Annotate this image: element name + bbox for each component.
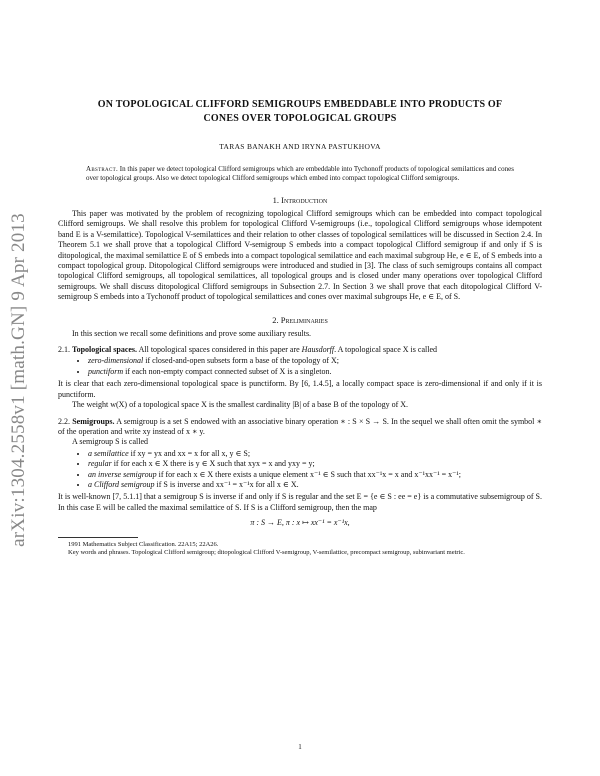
arxiv-stamp (8, 190, 30, 570)
section-1-paragraph: This paper was motivated by the problem of recognizing topological Clifford semigroups which can be embedded into compact topological Clifford semigroups. We shall resolve this problem for topological Clifford V-semigroups (i.e., topological Clifford semigroups whose idempotent band E is a V-semilattice). Topological V-semilattices and their relation to other classes of topological semilattices will be discussed in Section 2.4. In Theorem 5.1 we shall prove that a topological Clifford V-semigroup S embeds into a compact topological Clifford semigroup if and only if S is ditopological, the maximal semilattice E of S embeds into a compact topological semilattice and each maximal subgroup He, e ∈ E, of S embeds into a compact topological group. Ditopological Clifford semigroups were introduced and studied in [3]. The class of such semigroups contains all compact topological Clifford semigroups, all topological semilattices, all topological groups and is closed under many operations over topological Clifford semigroups. We shall discuss ditopological Clifford semigroups in Subsection 2.7. In Section 3 we shall prove that each ditopological Clifford V-semigroup S embeds into a Tychonoff product of topological semilattices and cones over maximal subgroups He, e ∈ E, of S. (58, 209, 543, 302)
term: zero-dimensional (88, 356, 144, 366)
term: regular (88, 459, 112, 469)
paper-title (58, 98, 542, 126)
subsection-2-1-text-b: . A topological space X is called (334, 345, 437, 355)
subsection-2-2-number: 2.2. (58, 416, 70, 426)
list-item (88, 459, 542, 469)
footnote-keywords: Key words and phrases. Topological Clifford semigroup; ditopological Clifford V-semigroup, V-semilattice, precompact semigroup, subinvariant metric. (68, 549, 465, 557)
footnote-rule (58, 537, 138, 538)
term: a Clifford semigroup (88, 479, 155, 489)
title-line-1: ON TOPOLOGICAL CLIFFORD SEMIGROUPS EMBEDDABLE INTO PRODUCTS OF (97, 99, 503, 110)
definition: if S is inverse and xx⁻¹ = x⁻¹x for all x ∈ X. (154, 479, 299, 489)
abstract-label: Abstract. (86, 165, 119, 173)
definition: if for each x ∈ X there is y ∈ X such that xyx = x and yxy = y; (111, 459, 315, 469)
subsection-2-1-after-1: It is clear that each zero-dimensional topological space is punctiform. By [6, 1.4.5], a locally compact space is zero-dimensional if and only if it is punctiform. (58, 379, 542, 399)
term: a semilattice (88, 448, 129, 458)
abstract-text: In this paper we detect topological Clifford semigroups which are embeddable into Tychonoff products of topological semilattices and cones over topological groups. Also we detect topological Clifford semigroups which embed into compact topological Clifford semigroups. (86, 165, 514, 182)
list-item (88, 367, 542, 377)
section-2-heading: 2. Preliminaries (272, 314, 328, 325)
subsection-2-2-after: It is well-known [7, 5.1.1] that a semigroup S is inverse if and only if S is regular and the set E = {e ∈ S : ee = e} is a commutative subsemigroup of S. In this case E will be called the maximal semilattice of S. If S is a Clifford semigroup, then the map (58, 492, 542, 512)
subsection-2-2-title: Semigroups. (72, 416, 115, 426)
authors: TARAS BANAKH AND IRYNA PASTUKHOVA (219, 142, 381, 151)
hausdorff-term: Hausdorff (301, 345, 335, 355)
definition: if closed-and-open subsets form a base of the topology of X; (143, 356, 339, 366)
list-item (88, 480, 542, 490)
subsection-2-1-title: Topological spaces. (72, 345, 138, 355)
footnote-msc: 1991 Mathematics Subject Classification. 22A15; 22A26. (68, 541, 219, 549)
section-1-heading: 1. Introduction (272, 195, 328, 205)
page-number: 1 (298, 743, 302, 751)
list-item (88, 470, 542, 480)
subsection-2-2 (58, 417, 542, 438)
subsection-2-1-number: 2.1. (58, 345, 70, 355)
section-2-intro: In this section we recall some definitions and prove some auxiliary results. (72, 328, 312, 338)
term: an inverse semigroup (88, 469, 157, 479)
definition: if each non-empty compact connected subset of X is a singleton. (123, 366, 332, 376)
list-item (88, 356, 542, 366)
arxiv-stamp-text: arXiv:1304.2558v1 [math.GN] 9 Apr 2013 (8, 213, 29, 547)
title-line-2: CONES OVER TOPOLOGICAL GROUPS (203, 113, 397, 124)
subsection-2-2-text: A semigroup is a set S endowed with an associative binary operation ∗ : S × S → S. In the sequel we shall often omit the symbol ∗ of the operation and write xy instead of x ∗ y. (58, 416, 543, 436)
subsection-2-1 (58, 345, 542, 355)
definition: if for each x ∈ X there exists a unique element x⁻¹ ∈ S such that xx⁻¹x = x and x⁻¹xx⁻¹ = x⁻¹; (156, 469, 461, 479)
semigroup-definitions-list (58, 449, 542, 491)
paper-page (58, 90, 542, 558)
subsection-2-1-after-2: The weight w(X) of a topological space X is the smallest cardinality |B| of a base B of the topology of X. (72, 400, 409, 410)
space-definitions-list (58, 356, 542, 377)
term: punctiform (88, 366, 124, 376)
abstract (86, 165, 514, 183)
subsection-2-2-lead: A semigroup S is called (72, 437, 148, 447)
formula-map: π : S → E, π : x ↦ xx⁻¹ = x⁻¹x, (250, 518, 350, 528)
definition: if xy = yx and xx = x for all x, y ∈ S; (128, 448, 251, 458)
list-item (88, 449, 542, 459)
subsection-2-1-text-a: All topological spaces considered in this paper are (138, 345, 302, 355)
